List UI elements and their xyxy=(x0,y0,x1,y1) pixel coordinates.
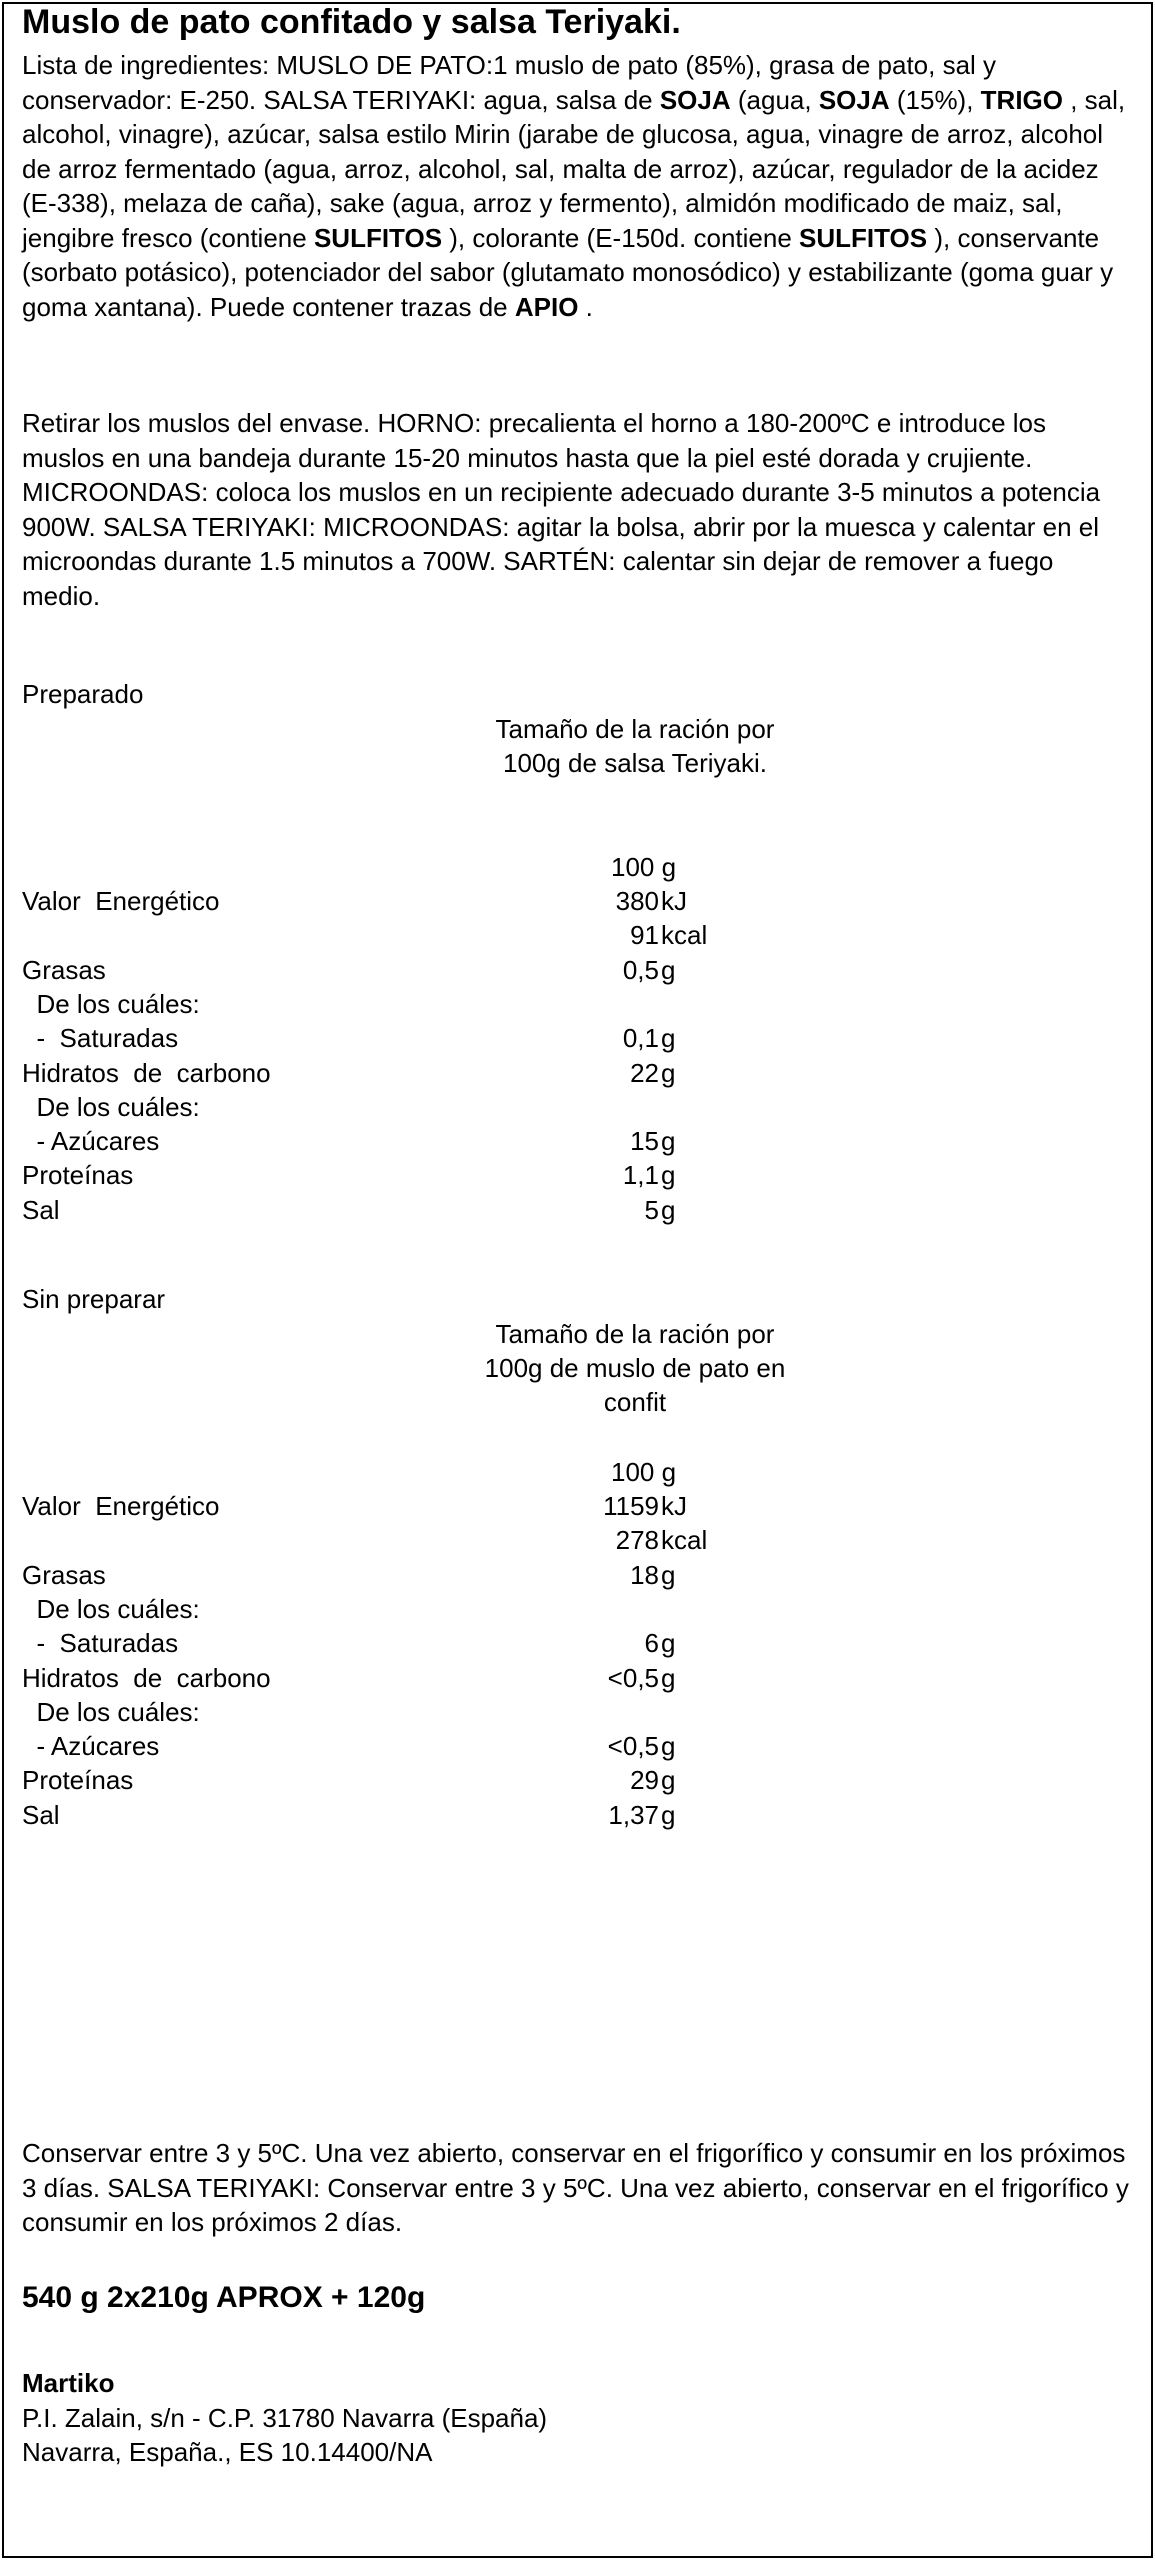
nutrient-unit: g xyxy=(661,1662,676,1693)
nutrient-label: De los cuáles: xyxy=(22,1696,200,1727)
nutrient-unit: kcal xyxy=(661,920,708,951)
nutrient-label: De los cuáles: xyxy=(22,988,200,1019)
nutrient-unit: g xyxy=(661,1126,676,1157)
nutrient-label: Grasas xyxy=(22,1559,106,1590)
allergen-highlight: SOJA xyxy=(659,84,731,115)
nutrient-unit: g xyxy=(661,1765,676,1796)
manufacturer-address-line1: P.I. Zalain, s/n - C.P. 31780 Navarra (España) xyxy=(22,2403,548,2433)
per-100g-unprepared: 100 g xyxy=(611,1457,677,1487)
nutrient-unit: g xyxy=(661,1731,676,1762)
nutrient-unit: kJ xyxy=(661,1491,687,1521)
serving-size-prepared-line2: 100g de salsa Teriyaki. xyxy=(502,748,767,778)
nutrient-label: Sal xyxy=(22,1799,60,1830)
allergen-highlight: APIO xyxy=(514,291,579,322)
nutrient-label: - Azúcares xyxy=(22,1126,160,1157)
nutrient-unit: g xyxy=(661,1194,676,1225)
serving-size-prepared-line1: Tamaño de la ración por xyxy=(495,714,775,744)
nutrient-label: Hidratos de carbono xyxy=(22,1057,271,1088)
storage-instructions: Conservar entre 3 y 5ºC. Una vez abierto, conservar en el frigorífico y consumir en los próximos 3 días. SALSA TERIYAKI: Conservar entre 3 y 5ºC. Una vez abierto, conservar en el frigorífico y consumir en los próximos 2 días. xyxy=(22,2138,1129,2237)
ingredients-list xyxy=(22,48,1132,324)
ingredients-text: ), conservante (sorbato potásico), potenciador del sabor (glutamato monosódico) y estabilizante (goma guar y goma xantana). Puede contener trazas de xyxy=(22,222,1114,322)
allergen-highlight: SULFITOS xyxy=(313,222,443,253)
per-100g-prepared: 100 g xyxy=(611,852,677,882)
nutrient-unit: g xyxy=(661,1160,676,1191)
nutrient-value: 29 xyxy=(630,1765,659,1796)
manufacturer-address-line2: Navarra, España., ES 10.14400/NA xyxy=(22,2437,433,2467)
nutrient-label: Proteínas xyxy=(22,1160,134,1191)
nutrient-value: 380 xyxy=(615,886,659,916)
nutrient-unit: g xyxy=(661,1559,676,1590)
nutrient-unit: g xyxy=(661,954,676,985)
nutrient-unit: g xyxy=(661,1628,676,1659)
nutrient-value: 1,37 xyxy=(608,1799,659,1830)
nutrient-unit: g xyxy=(661,1057,676,1088)
nutrient-unit: g xyxy=(661,1799,676,1830)
nutrient-label: - Saturadas xyxy=(22,1628,179,1659)
ingredients-text: . xyxy=(578,291,593,322)
nutrient-unit: kcal xyxy=(661,1525,708,1556)
nutrient-label: Proteínas xyxy=(22,1765,134,1796)
ingredients-text: (15%), xyxy=(889,84,981,115)
ingredients-text: (agua, xyxy=(730,84,819,115)
nutrient-value: 0,5 xyxy=(622,954,659,985)
nutrient-unit: g xyxy=(661,1023,676,1054)
product-title: Muslo de pato confitado y salsa Teriyaki. xyxy=(22,3,681,41)
ingredients-text: , sal, alcohol, vinagre), azúcar, salsa estilo Mirin (jarabe de glucosa, agua, vinagre de arroz, alcohol de arroz fermentado (agua, arroz, alcohol, sal, malta de arroz), azúcar, regulador de la acidez (E-338), melaza de caña), sake (agua, arroz y fermento), almidón modificado de maiz, sal, jengibre fresco (contiene xyxy=(22,84,1126,253)
nutrient-label: Hidratos de carbono xyxy=(22,1662,271,1693)
allergen-highlight: TRIGO xyxy=(980,84,1064,115)
nutrient-value: 5 xyxy=(644,1194,659,1225)
nutrient-label: De los cuáles: xyxy=(22,1091,200,1122)
allergen-highlight: SOJA xyxy=(818,84,890,115)
nutrient-value: 15 xyxy=(630,1126,659,1157)
nutrient-value: 1,1 xyxy=(622,1160,659,1191)
manufacturer-name: Martiko xyxy=(22,2368,115,2398)
nutrient-label: - Saturadas xyxy=(22,1023,179,1054)
nutrient-value: 91 xyxy=(630,920,659,951)
nutrient-label: Valor Energético xyxy=(22,1491,220,1521)
nutrient-value: 6 xyxy=(644,1628,659,1659)
serving-size-unprepared-line3: confit xyxy=(603,1387,667,1417)
preparation-instructions: Retirar los muslos del envase. HORNO: precalienta el horno a 180-200ºC e introduce los muslos en una bandeja durante 15-20 minutos hasta que la piel esté dorada y crujiente. MICROONDAS: coloca los muslos en un recipiente adecuado durante 3-5 minutos a potencia 900W. SALSA TERIYAKI: MICROONDAS: agitar la bolsa, abrir por la muesca y calentar en el microondas durante 1.5 minutos a 700W. SARTÉN: calentar sin dejar de remover a fuego medio. xyxy=(22,408,1101,611)
nutrient-value: 18 xyxy=(630,1559,659,1590)
ingredients-text: ), colorante (E-150d. contiene xyxy=(442,222,800,253)
nutrient-value: 0,1 xyxy=(622,1023,659,1054)
nutrient-label: Sal xyxy=(22,1194,60,1225)
nutrient-value: 278 xyxy=(615,1525,659,1556)
serving-size-unprepared-line2: 100g de muslo de pato en xyxy=(484,1353,786,1383)
ingredients-text: Lista de ingredientes: MUSLO DE PATO:1 muslo de pato (85%), grasa de pato, sal y conservador: E-250. SALSA TERIYAKI: agua, salsa de xyxy=(22,50,997,115)
nutrition-heading-prepared: Preparado xyxy=(22,679,144,709)
nutrition-heading-unprepared: Sin preparar xyxy=(22,1284,166,1314)
net-weight: 540 g 2x210g APROX + 120g xyxy=(22,2281,426,2314)
nutrient-label: Valor Energético xyxy=(22,886,220,916)
nutrient-label: De los cuáles: xyxy=(22,1593,200,1624)
allergen-highlight: SULFITOS xyxy=(799,222,928,253)
nutrient-value: 22 xyxy=(630,1057,659,1088)
nutrient-value: <0,5 xyxy=(607,1731,659,1762)
nutrient-value: <0,5 xyxy=(607,1662,659,1693)
nutrient-value: 1159 xyxy=(603,1491,659,1521)
nutrient-label: - Azúcares xyxy=(22,1731,160,1762)
nutrient-unit: kJ xyxy=(661,886,687,916)
nutrient-label: Grasas xyxy=(22,954,106,985)
serving-size-unprepared-line1: Tamaño de la ración por xyxy=(495,1319,775,1349)
